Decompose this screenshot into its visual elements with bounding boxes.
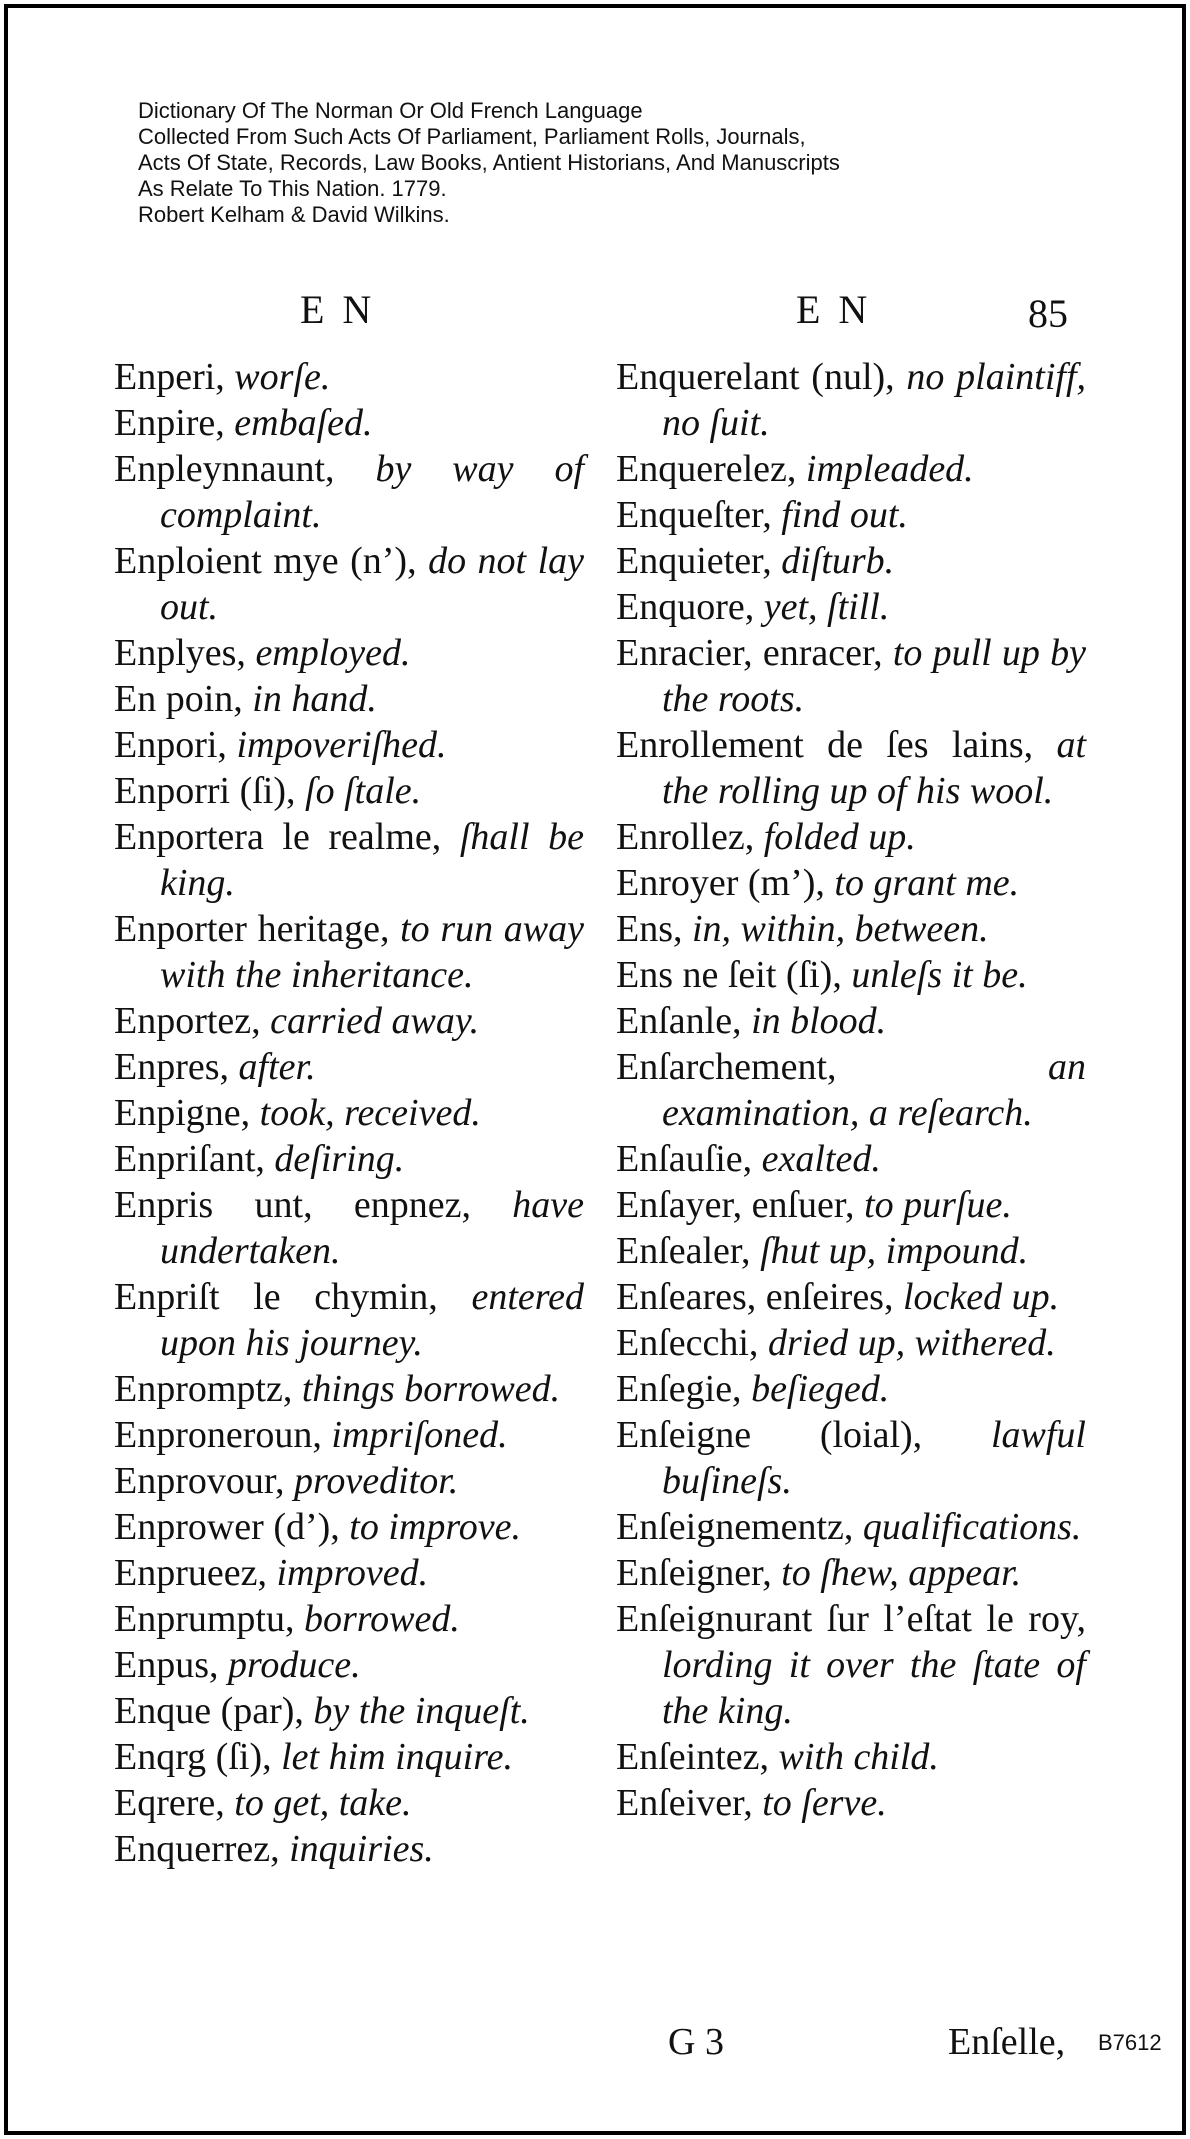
- entry-definition: embaſed.: [234, 402, 373, 444]
- entry-term: Enſealer,: [616, 1230, 751, 1272]
- entry-definition: entered upon his journey.: [160, 1276, 584, 1364]
- entry-term: Enſanle,: [616, 1000, 742, 1042]
- dictionary-entry: [114, 1826, 584, 1872]
- dictionary-entry: [616, 860, 1086, 906]
- document-id: B7612: [1098, 2030, 1162, 2055]
- entry-definition: after.: [238, 1046, 316, 1088]
- entry-definition: borrowed.: [303, 1598, 460, 1640]
- entry-definition: to ſerve.: [762, 1782, 887, 1824]
- entry-term: Enſeigne (loial),: [616, 1414, 923, 1456]
- dictionary-entry: [616, 354, 1086, 446]
- entry-definition: in hand.: [252, 678, 377, 720]
- entry-term: Enpori,: [114, 724, 227, 766]
- entry-definition: in blood.: [751, 1000, 887, 1042]
- entry-definition: exalted.: [761, 1138, 881, 1180]
- right-column: [616, 354, 1086, 1826]
- entry-definition: by way of complaint.: [160, 448, 585, 536]
- entry-term: Enſeignurant ſur l’eſtat le roy,: [616, 1598, 1086, 1640]
- entry-term: Enplyes,: [114, 632, 246, 674]
- entry-definition: took, received.: [259, 1092, 481, 1134]
- entry-term: Enpris unt, enpnez,: [114, 1184, 471, 1226]
- entry-definition: have undertaken.: [160, 1184, 584, 1272]
- entry-term: Enſauſie,: [616, 1138, 753, 1180]
- entry-definition: an examination, a reſearch.: [662, 1046, 1086, 1134]
- entry-definition: in, within, between.: [692, 908, 989, 950]
- dictionary-entry: [616, 1596, 1086, 1734]
- entry-term: Enprower (d’),: [114, 1506, 340, 1548]
- source-caption: [138, 98, 1098, 228]
- entry-term: Enperi,: [114, 356, 225, 398]
- entry-definition: no plaintiff, no ſuit.: [662, 356, 1086, 444]
- entry-definition: inquiries.: [289, 1828, 434, 1870]
- dictionary-entry: [114, 1044, 584, 1090]
- catchword: Enſelle,: [948, 2021, 1066, 2063]
- entry-definition: impriſoned.: [331, 1414, 508, 1456]
- entry-definition: to run away with the inheritance.: [160, 908, 584, 996]
- entry-term: Enploient mye (n’),: [114, 540, 417, 582]
- entry-term: Enportera le realme,: [114, 816, 442, 858]
- caption-line: As Relate To This Nation. 1779.: [138, 176, 447, 201]
- entry-definition: things borrowed.: [301, 1368, 561, 1410]
- entry-definition: improved.: [276, 1552, 429, 1594]
- entry-term: Enprueez,: [114, 1552, 267, 1594]
- dictionary-entry: [616, 1366, 1086, 1412]
- entry-term: Enſeignementz,: [616, 1506, 854, 1548]
- entry-definition: proveditor.: [294, 1460, 459, 1502]
- dictionary-entry: [114, 354, 584, 400]
- dictionary-entry: [616, 1228, 1086, 1274]
- entry-term: Enquerelez,: [616, 448, 797, 490]
- entry-term: Enrollement de ſes lains,: [616, 724, 1034, 766]
- dictionary-entry: [114, 676, 584, 722]
- caption-line: Dictionary Of The Norman Or Old French Language: [138, 98, 643, 123]
- dictionary-entry: [616, 1044, 1086, 1136]
- entry-term: Enracier, enracer,: [616, 632, 883, 674]
- dictionary-entry: [616, 630, 1086, 722]
- dictionary-entry: [114, 1274, 584, 1366]
- entry-term: Enſeintez,: [616, 1736, 769, 1778]
- entry-definition: ſhut up, impound.: [760, 1230, 1029, 1272]
- dictionary-entry: [114, 1412, 584, 1458]
- entry-term: Enqueſter,: [616, 494, 772, 536]
- entry-definition: deſiring.: [274, 1138, 405, 1180]
- entry-definition: to improve.: [349, 1506, 521, 1548]
- dictionary-entry: [114, 1136, 584, 1182]
- dictionary-entry: [114, 1366, 584, 1412]
- entry-term: Enſeiver,: [616, 1782, 753, 1824]
- dictionary-entry: [114, 1688, 584, 1734]
- dictionary-entry: [616, 584, 1086, 630]
- entry-definition: by the inqueſt.: [313, 1690, 530, 1732]
- entry-term: Enpromptz,: [114, 1368, 293, 1410]
- entry-term: Enſegie,: [616, 1368, 742, 1410]
- dictionary-entry: [114, 722, 584, 768]
- dictionary-entry: [114, 1090, 584, 1136]
- entry-term: Enquerrez,: [114, 1828, 280, 1870]
- dictionary-entry: [114, 1550, 584, 1596]
- entry-definition: ſo ſtale.: [305, 770, 422, 812]
- entry-term: Enquore,: [616, 586, 755, 628]
- entry-term: Enporter heritage,: [114, 908, 390, 950]
- entry-term: Enpleynnaunt,: [114, 448, 335, 490]
- entry-definition: to ſhew, appear.: [781, 1552, 1022, 1594]
- dictionary-entry: [616, 446, 1086, 492]
- dictionary-entry: [616, 1412, 1086, 1504]
- entry-term: Enrollez,: [616, 816, 755, 858]
- entry-definition: to pull up by the roots.: [662, 632, 1087, 720]
- entry-definition: qualifications.: [862, 1506, 1082, 1548]
- entry-term: Enqrg (ſi),: [114, 1736, 272, 1778]
- dictionary-entry: [114, 538, 584, 630]
- entry-definition: find out.: [781, 494, 908, 536]
- dictionary-entry: [114, 814, 584, 906]
- entry-term: Enſecchi,: [616, 1322, 759, 1364]
- entry-term: Ens ne ſeit (ſi),: [616, 954, 842, 996]
- dictionary-entry: [616, 492, 1086, 538]
- document-page: [4, 4, 1186, 2135]
- dictionary-entry: [114, 998, 584, 1044]
- dictionary-entry: [616, 998, 1086, 1044]
- dictionary-entry: [114, 630, 584, 676]
- dictionary-entry: [616, 814, 1086, 860]
- entry-definition: yet, ſtill.: [763, 586, 890, 628]
- dictionary-entry: [616, 1136, 1086, 1182]
- entry-term: Enproneroun,: [114, 1414, 322, 1456]
- entry-term: Eqrere,: [114, 1782, 225, 1824]
- right-column-heading: E N: [796, 287, 872, 332]
- entry-definition: carried away.: [270, 1000, 480, 1042]
- entry-definition: at the rolling up of his wool.: [662, 724, 1086, 812]
- left-column: [114, 354, 584, 1872]
- entry-term: Enpire,: [114, 402, 225, 444]
- entry-definition: to grant me.: [834, 862, 1020, 904]
- dictionary-entry: [616, 1504, 1086, 1550]
- entry-definition: worſe.: [234, 356, 331, 398]
- entry-term: Enſeares, enſeires,: [616, 1276, 894, 1318]
- entry-term: Enpriſant,: [114, 1138, 265, 1180]
- entry-term: Enquerelant (nul),: [616, 356, 895, 398]
- dictionary-entry: [616, 1320, 1086, 1366]
- entry-term: Enſeigner,: [616, 1552, 772, 1594]
- entry-definition: lawful buſineſs.: [662, 1414, 1086, 1502]
- entry-term: Enquieter,: [616, 540, 772, 582]
- entry-definition: do not lay out.: [160, 540, 585, 628]
- entry-definition: folded up.: [763, 816, 916, 858]
- dictionary-entry: [114, 906, 584, 998]
- dictionary-entry: [114, 400, 584, 446]
- entry-definition: with child.: [778, 1736, 939, 1778]
- entry-term: Enpres,: [114, 1046, 230, 1088]
- caption-line: Collected From Such Acts Of Parliament, Parliament Rolls, Journals,: [138, 124, 806, 149]
- dictionary-entry: [616, 1274, 1086, 1320]
- entry-definition: beſieged.: [751, 1368, 890, 1410]
- entry-term: Enque (par),: [114, 1690, 304, 1732]
- entry-term: Enroyer (m’),: [616, 862, 825, 904]
- entry-term: Enpigne,: [114, 1092, 251, 1134]
- dictionary-entry: [114, 1182, 584, 1274]
- entry-definition: to get, take.: [234, 1782, 412, 1824]
- dictionary-entry: [616, 906, 1086, 952]
- entry-term: Enportez,: [114, 1000, 261, 1042]
- entry-term: Enſayer, enſuer,: [616, 1184, 855, 1226]
- dictionary-entry: [114, 446, 584, 538]
- entry-term: Enpus,: [114, 1644, 219, 1686]
- dictionary-entry: [114, 1642, 584, 1688]
- dictionary-entry: [114, 1458, 584, 1504]
- dictionary-entry: [616, 1550, 1086, 1596]
- dictionary-entry: [114, 768, 584, 814]
- entry-definition: ſhall be king.: [160, 816, 584, 904]
- dictionary-entry: [616, 538, 1086, 584]
- entry-definition: employed.: [255, 632, 411, 674]
- entry-term: Enporri (ſi),: [114, 770, 296, 812]
- entry-term: Enpriſt le chymin,: [114, 1276, 438, 1318]
- signature-mark: G 3: [668, 2021, 724, 2063]
- dictionary-entry: [616, 1734, 1086, 1780]
- entry-term: Enprumptu,: [114, 1598, 295, 1640]
- entry-definition: locked up.: [902, 1276, 1060, 1318]
- caption-line: Acts Of State, Records, Law Books, Antient Historians, And Manuscripts: [138, 150, 840, 175]
- entry-term: En poin,: [114, 678, 243, 720]
- entry-term: Enprovour,: [114, 1460, 285, 1502]
- entry-definition: unleſs it be.: [851, 954, 1028, 996]
- page-number: 85: [1028, 291, 1068, 336]
- entry-term: Enſarchement,: [616, 1046, 837, 1088]
- entry-term: Ens,: [616, 908, 683, 950]
- dictionary-entry: [114, 1734, 584, 1780]
- dictionary-entry: [616, 1780, 1086, 1826]
- entry-definition: let him inquire.: [281, 1736, 513, 1778]
- entry-definition: dried up, withered.: [767, 1322, 1056, 1364]
- dictionary-entry: [616, 1182, 1086, 1228]
- dictionary-entry: [114, 1504, 584, 1550]
- dictionary-entry: [616, 952, 1086, 998]
- dictionary-entry: [616, 722, 1086, 814]
- left-column-heading: E N: [300, 287, 376, 332]
- dictionary-entry: [114, 1596, 584, 1642]
- entry-definition: lording it over the ſtate of the king.: [662, 1644, 1086, 1732]
- dictionary-entry: [114, 1780, 584, 1826]
- entry-definition: impoveriſhed.: [236, 724, 447, 766]
- caption-line: Robert Kelham & David Wilkins.: [138, 202, 450, 227]
- entry-definition: to purſue.: [864, 1184, 1012, 1226]
- entry-definition: impleaded.: [805, 448, 974, 490]
- entry-definition: diſturb.: [781, 540, 895, 582]
- entry-definition: produce.: [228, 1644, 361, 1686]
